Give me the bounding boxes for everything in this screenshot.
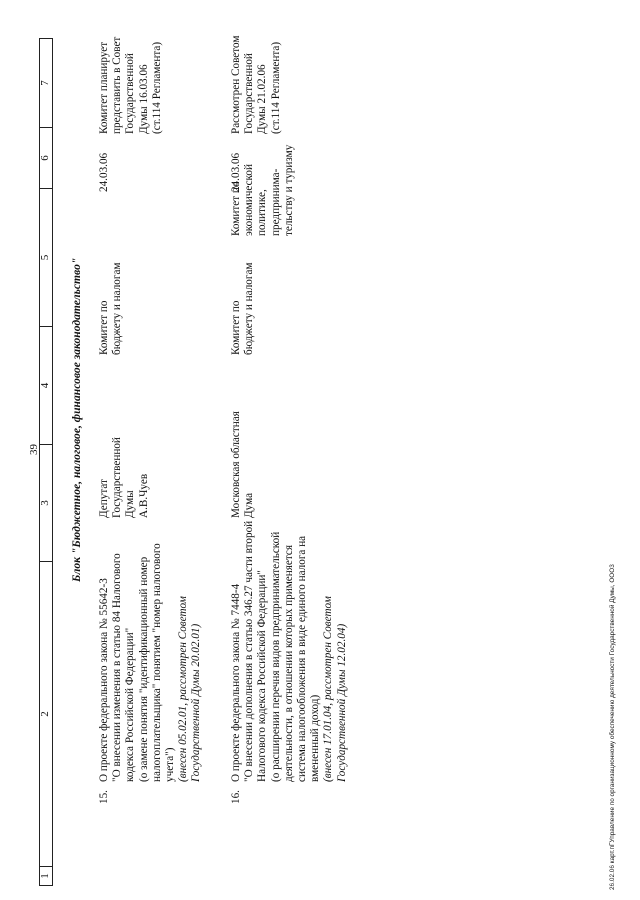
co-committees: Комитет по экономической политике, предпринима- тельству и туризму	[230, 144, 295, 236]
footer-text: 26.02.06 карт.пГУправление по организационному обеспечению деятельности Государственной Думы, ООО3	[609, 564, 616, 890]
decision: Комитет планирует представить в Совет Государственной Думы 16.03.06 (ст.114 Регламента)	[98, 36, 163, 134]
responsible-committee: Комитет по бюджету и налогам	[230, 262, 256, 355]
column-header: 1	[40, 867, 53, 886]
responsible-committee: Комитет по бюджету и налогам	[98, 262, 124, 355]
review-date: 24.03.06	[98, 152, 110, 192]
bill-note: (внесен 05.02.01, рассмотрен Советом Государственной Думы 20.02.01)	[177, 596, 203, 782]
column-header: 7	[40, 39, 53, 128]
column-header: 5	[40, 189, 53, 327]
column-header-row	[40, 39, 53, 886]
bill-title	[230, 518, 349, 782]
initiator: Московская областная Дума	[230, 411, 256, 518]
page-number: 39	[28, 444, 40, 455]
column-header: 6	[40, 128, 53, 189]
bill-note: (внесен 17.01.04, рассмотрен Советом Государственной Думы 12.02.04)	[322, 596, 348, 782]
column-header: 3	[40, 445, 53, 562]
bill-description: О проекте федерального закона № 7448-4 "О внесении дополнения в статью 346.27 части второй Налогового кодекса Российской Федерации" (о расширении перечня видов предпринимательской деятельности, в отношении которых применяется система налогообложения в виде единого налога на вмененный доход)	[230, 520, 322, 782]
bill-description: О проекте федерального закона № 55642-3 "О внесении изменения в статью 84 Налогового кодекса Российской Федерации" (о замене понятия "идентификационный номер налогоплательщика" понятием "номер налогового учета")	[98, 543, 177, 782]
initiator: Депутат Государственной Думы А.В.Чуев	[98, 437, 150, 518]
column-header: 4	[40, 327, 53, 445]
bill-title	[98, 518, 204, 782]
column-header-table	[39, 38, 53, 886]
row-number: 15.	[98, 790, 110, 804]
review-date: 24.03.06	[230, 152, 242, 192]
row-number: 16.	[230, 790, 242, 804]
decision: Рассмотрен Советом Государственной Думы 21.02.06 (ст.114 Регламента)	[230, 35, 282, 134]
block-title: Блок "Бюджетное, налоговое, финансовое законодательство"	[70, 257, 83, 582]
column-header: 2	[40, 562, 53, 867]
